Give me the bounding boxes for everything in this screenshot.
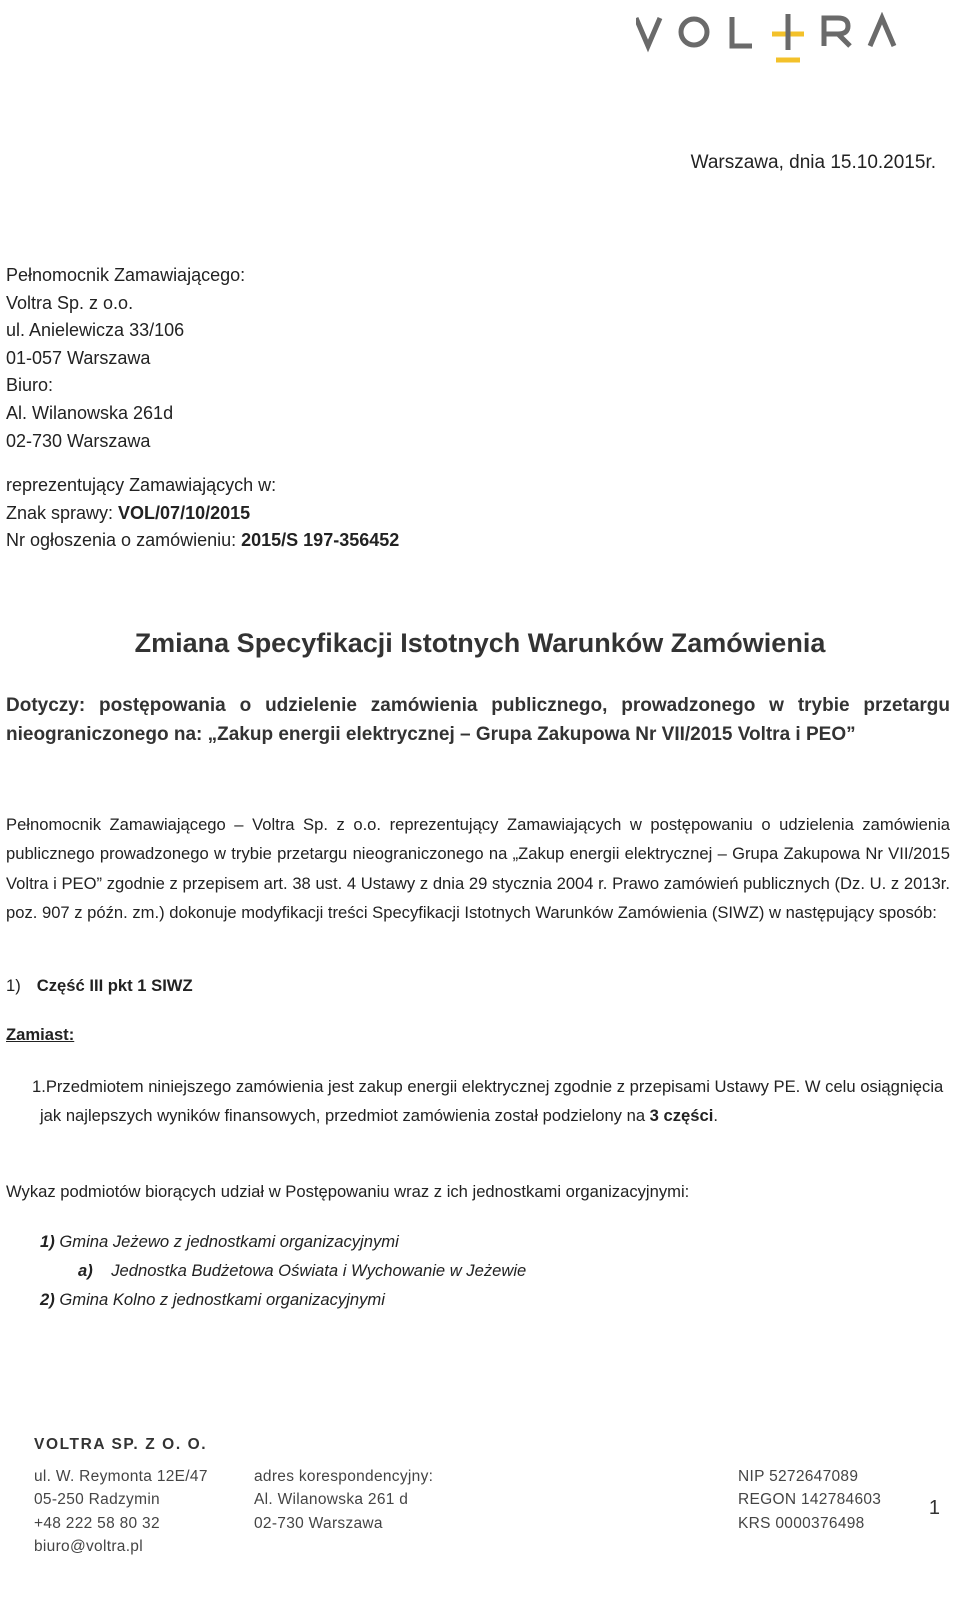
list-text: Jednostka Budżetowa Oświata i Wychowanie w Jeżewie xyxy=(111,1261,527,1280)
represents-line: reprezentujący Zamawiających w: xyxy=(6,475,277,496)
address-line: 02-730 Warszawa xyxy=(6,430,151,451)
list-item xyxy=(40,1290,385,1310)
body-paragraph: Pełnomocnik Zamawiającego – Voltra Sp. z o.o. reprezentujący Zamawiających w postępowaniu o udzielenia zamówienia publicznego prowadzonego w trybie przetargu nieograniczonego na „Zakup energii elektrycznej – Grupa Zakupowa Nr VII/2015 Voltra i PEO” zgodnie z przepisem art. 38 ust. 4 Ustawy z dnia 29 stycznia 2004 r. Prawo zamówień publicznych (Dz. U. z 2013r. poz. 907 z późn. zm.) dokonuje modyfikacji treści Specyfikacji Istotnych Warunków Zamówienia (SIWZ) w następujący sposób: xyxy=(6,815,950,923)
notice-label: Nr ogłoszenia o zamówieniu: xyxy=(6,530,242,551)
footer-line: ul. W. Reymonta 12E/47 xyxy=(34,1468,208,1485)
notice-value: 2015/S 197-356452 xyxy=(241,530,400,551)
list-text: Gmina Jeżewo z jednostkami organizacyjnymi xyxy=(54,1232,399,1251)
voltra-logo xyxy=(636,12,906,64)
footer-line: Al. Wilanowska 261 d xyxy=(254,1491,409,1509)
document-title: Zmiana Specyfikacji Istotnych Warunków Zamówienia xyxy=(134,628,826,658)
address-block xyxy=(6,262,399,555)
footer-line: NIP 5272647089 xyxy=(738,1468,859,1485)
list-marker: a) xyxy=(78,1261,93,1280)
point-heading xyxy=(6,976,193,996)
footer-line: 02-730 Warszawa xyxy=(254,1514,383,1532)
quote-text: 1.Przedmiotem niniejszego zamówienia jest zakup energii elektrycznej zgodnie z przepisami Ustawy PE. W celu osiągnięcia jak najlepszych wyników finansowych, przedmiot zamówienia został podzielony na xyxy=(32,1077,944,1125)
address-line: Voltra Sp. z o.o. xyxy=(6,292,134,313)
footer-col1 xyxy=(34,1465,208,1559)
list-item xyxy=(78,1261,526,1281)
footer-line: adres korespondencyjny: xyxy=(254,1468,434,1485)
address-line: ul. Anielewicza 33/106 xyxy=(6,320,185,341)
point-label: Część III pkt 1 SIWZ xyxy=(36,976,193,995)
footer-line: 05-250 Radzymin xyxy=(34,1491,160,1509)
point-number: 1) xyxy=(6,976,21,995)
participants-intro: Wykaz podmiotów biorących udział w Postępowaniu wraz z ich jednostkami organizacyjnymi: xyxy=(6,1182,690,1201)
footer-line: REGON 142784603 xyxy=(738,1491,882,1509)
quote-bold: 3 części xyxy=(649,1106,714,1125)
subject-paragraph: Dotyczy: postępowania o udzielenie zamówienia publicznego, prowadzonego w trybie przetargu nieograniczonego na: „Zakup energii elektrycznej – Grupa Zakupowa Nr VII/2015 Voltra i PEO” xyxy=(6,695,950,745)
address-line: Al. Wilanowska 261d xyxy=(6,402,174,423)
address-line: Biuro: xyxy=(6,375,54,396)
voltra-logo-graphic xyxy=(636,12,906,64)
footer-line: +48 222 58 80 32 xyxy=(34,1514,160,1532)
footer-col3 xyxy=(738,1465,881,1535)
footer-line: KRS 0000376498 xyxy=(738,1514,865,1532)
case-label: Znak sprawy: xyxy=(6,502,119,523)
list-marker: 1) xyxy=(40,1232,55,1251)
page-number: 1 xyxy=(928,1497,940,1519)
list-item xyxy=(40,1232,399,1252)
quote-end: . xyxy=(713,1106,718,1125)
address-line: 01-057 Warszawa xyxy=(6,347,151,368)
footer-line: biuro@voltra.pl xyxy=(34,1538,143,1556)
quoted-text xyxy=(32,1072,950,1130)
case-value: VOL/07/10/2015 xyxy=(118,502,251,523)
address-line: Pełnomocnik Zamawiającego: xyxy=(6,265,246,285)
list-text: Gmina Kolno z jednostkami organizacyjnymi xyxy=(54,1290,385,1309)
footer-col2 xyxy=(254,1465,433,1535)
notice-number xyxy=(6,527,399,555)
list-marker: 2) xyxy=(40,1290,55,1309)
footer-company: VOLTRA SP. Z O. O. xyxy=(34,1436,208,1453)
instead-label: Zamiast: xyxy=(6,1025,75,1044)
case-number xyxy=(6,500,399,528)
date-line: Warszawa, dnia 15.10.2015r. xyxy=(690,152,936,173)
